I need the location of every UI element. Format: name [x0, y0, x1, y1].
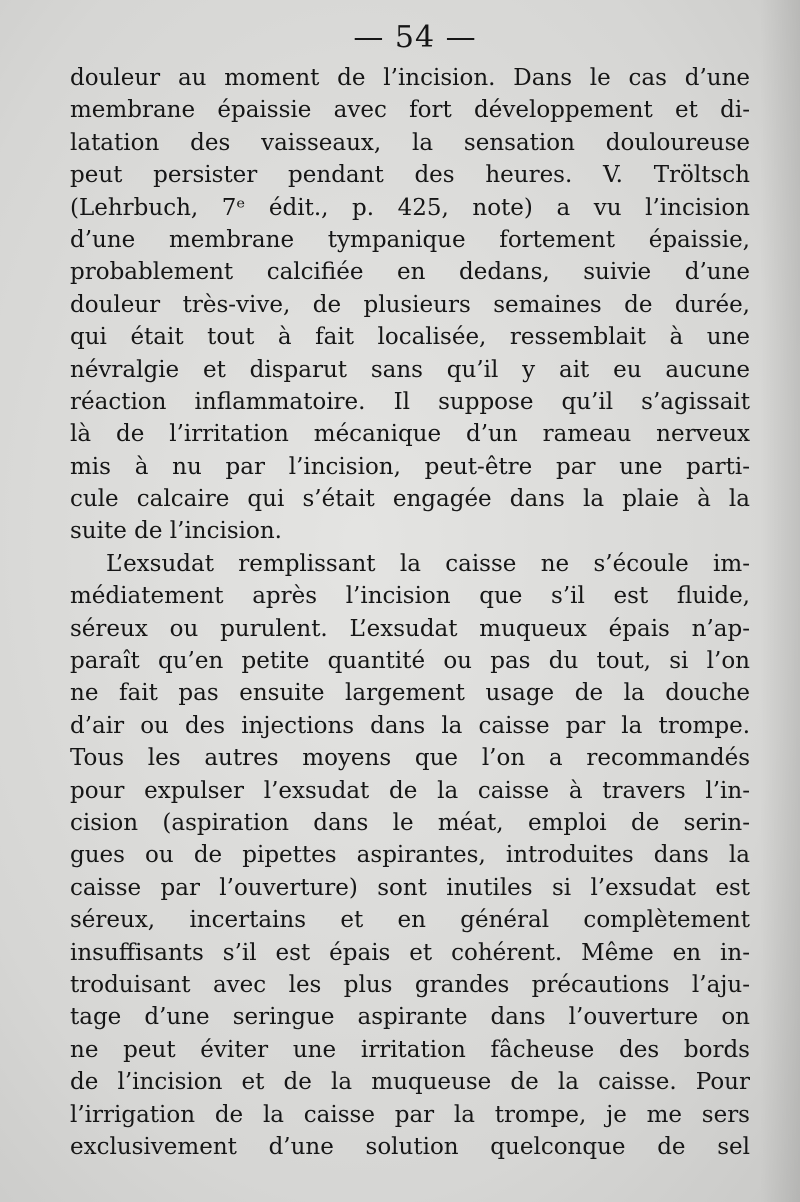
text-line: douleur très-vive, de plusieurs semaines de durée,	[70, 291, 750, 318]
text-line: d’air ou des injections dans la caisse par la trompe.	[70, 712, 750, 739]
text-line: cule calcaire qui s’était engagée dans la plaie à la	[70, 486, 750, 513]
text-line: L’exsudat remplissant la caisse ne s’écoule im-	[106, 550, 750, 577]
text-line: pour expulser l’exsudat de la caisse à travers l’in-	[70, 777, 750, 804]
text-line: de l’incision et de la muqueuse de la caisse. Pour	[70, 1069, 750, 1096]
text-line: douleur au moment de l’incision. Dans le cas d’une	[70, 65, 750, 91]
text-line: séreux, incertains et en général complètement	[70, 907, 750, 934]
text-line: (Lehrbuch, 7ᵉ édit., p. 425, note) a vu l’incision	[70, 194, 750, 221]
text-line: peut persister pendant des heures. V. Tröltsch	[70, 162, 750, 189]
text-line: gues ou de pipettes aspirantes, introduites dans la	[70, 842, 750, 869]
text-line: d’une membrane tympanique fortement épaissie,	[70, 226, 750, 253]
text-line: insuffisants s’il est épais et cohérent. Même en in-	[70, 939, 750, 966]
text-line: séreux ou purulent. L’exsudat muqueux épais n’ap-	[70, 615, 750, 642]
text-line: probablement calcifiée en dedans, suivie d’une	[70, 259, 750, 286]
text-line: suite de l’incision.	[70, 518, 282, 545]
text-line: ne fait pas ensuite largement usage de la douche	[70, 680, 750, 707]
text-line: latation des vaisseaux, la sensation douloureuse	[70, 129, 750, 156]
paragraph	[70, 548, 750, 1163]
body-text	[70, 62, 750, 1163]
text-line: médiatement après l’incision que s’il est fluide,	[70, 583, 750, 610]
text-line: l’irrigation de la caisse par la trompe, je me sers	[70, 1101, 750, 1128]
text-line: tage d’une seringue aspirante dans l’ouverture on	[70, 1004, 750, 1031]
text-line: qui était tout à fait localisée, ressemblait à une	[70, 324, 750, 351]
text-line: cision (aspiration dans le méat, emploi de serin-	[70, 809, 750, 836]
text-line: là de l’irritation mécanique d’un rameau nerveux	[70, 421, 750, 448]
text-line: paraît qu’en petite quantité ou pas du tout, si l’on	[70, 648, 750, 675]
page-number: — 54 —	[353, 20, 477, 55]
text-line: mis à nu par l’incision, peut-être par une parti-	[70, 453, 750, 480]
text-line: membrane épaissie avec fort développement et di-	[70, 97, 750, 124]
text-line: exclusivement d’une solution quelconque de sel	[70, 1133, 750, 1160]
text-line: troduisant avec les plus grandes précautions l’aju-	[70, 971, 750, 998]
text-line: névralgie et disparut sans qu’il y ait eu aucune	[70, 356, 750, 383]
page-edge-shadow	[760, 0, 800, 1202]
text-line: caisse par l’ouverture) sont inutiles si l’exsudat est	[70, 874, 750, 901]
paragraph	[70, 62, 750, 548]
text-line: ne peut éviter une irritation fâcheuse des bords	[70, 1036, 750, 1063]
text-line: Tous les autres moyens que l’on a recommandés	[70, 745, 750, 772]
text-line: réaction inflammatoire. Il suppose qu’il s’agissait	[70, 388, 750, 415]
